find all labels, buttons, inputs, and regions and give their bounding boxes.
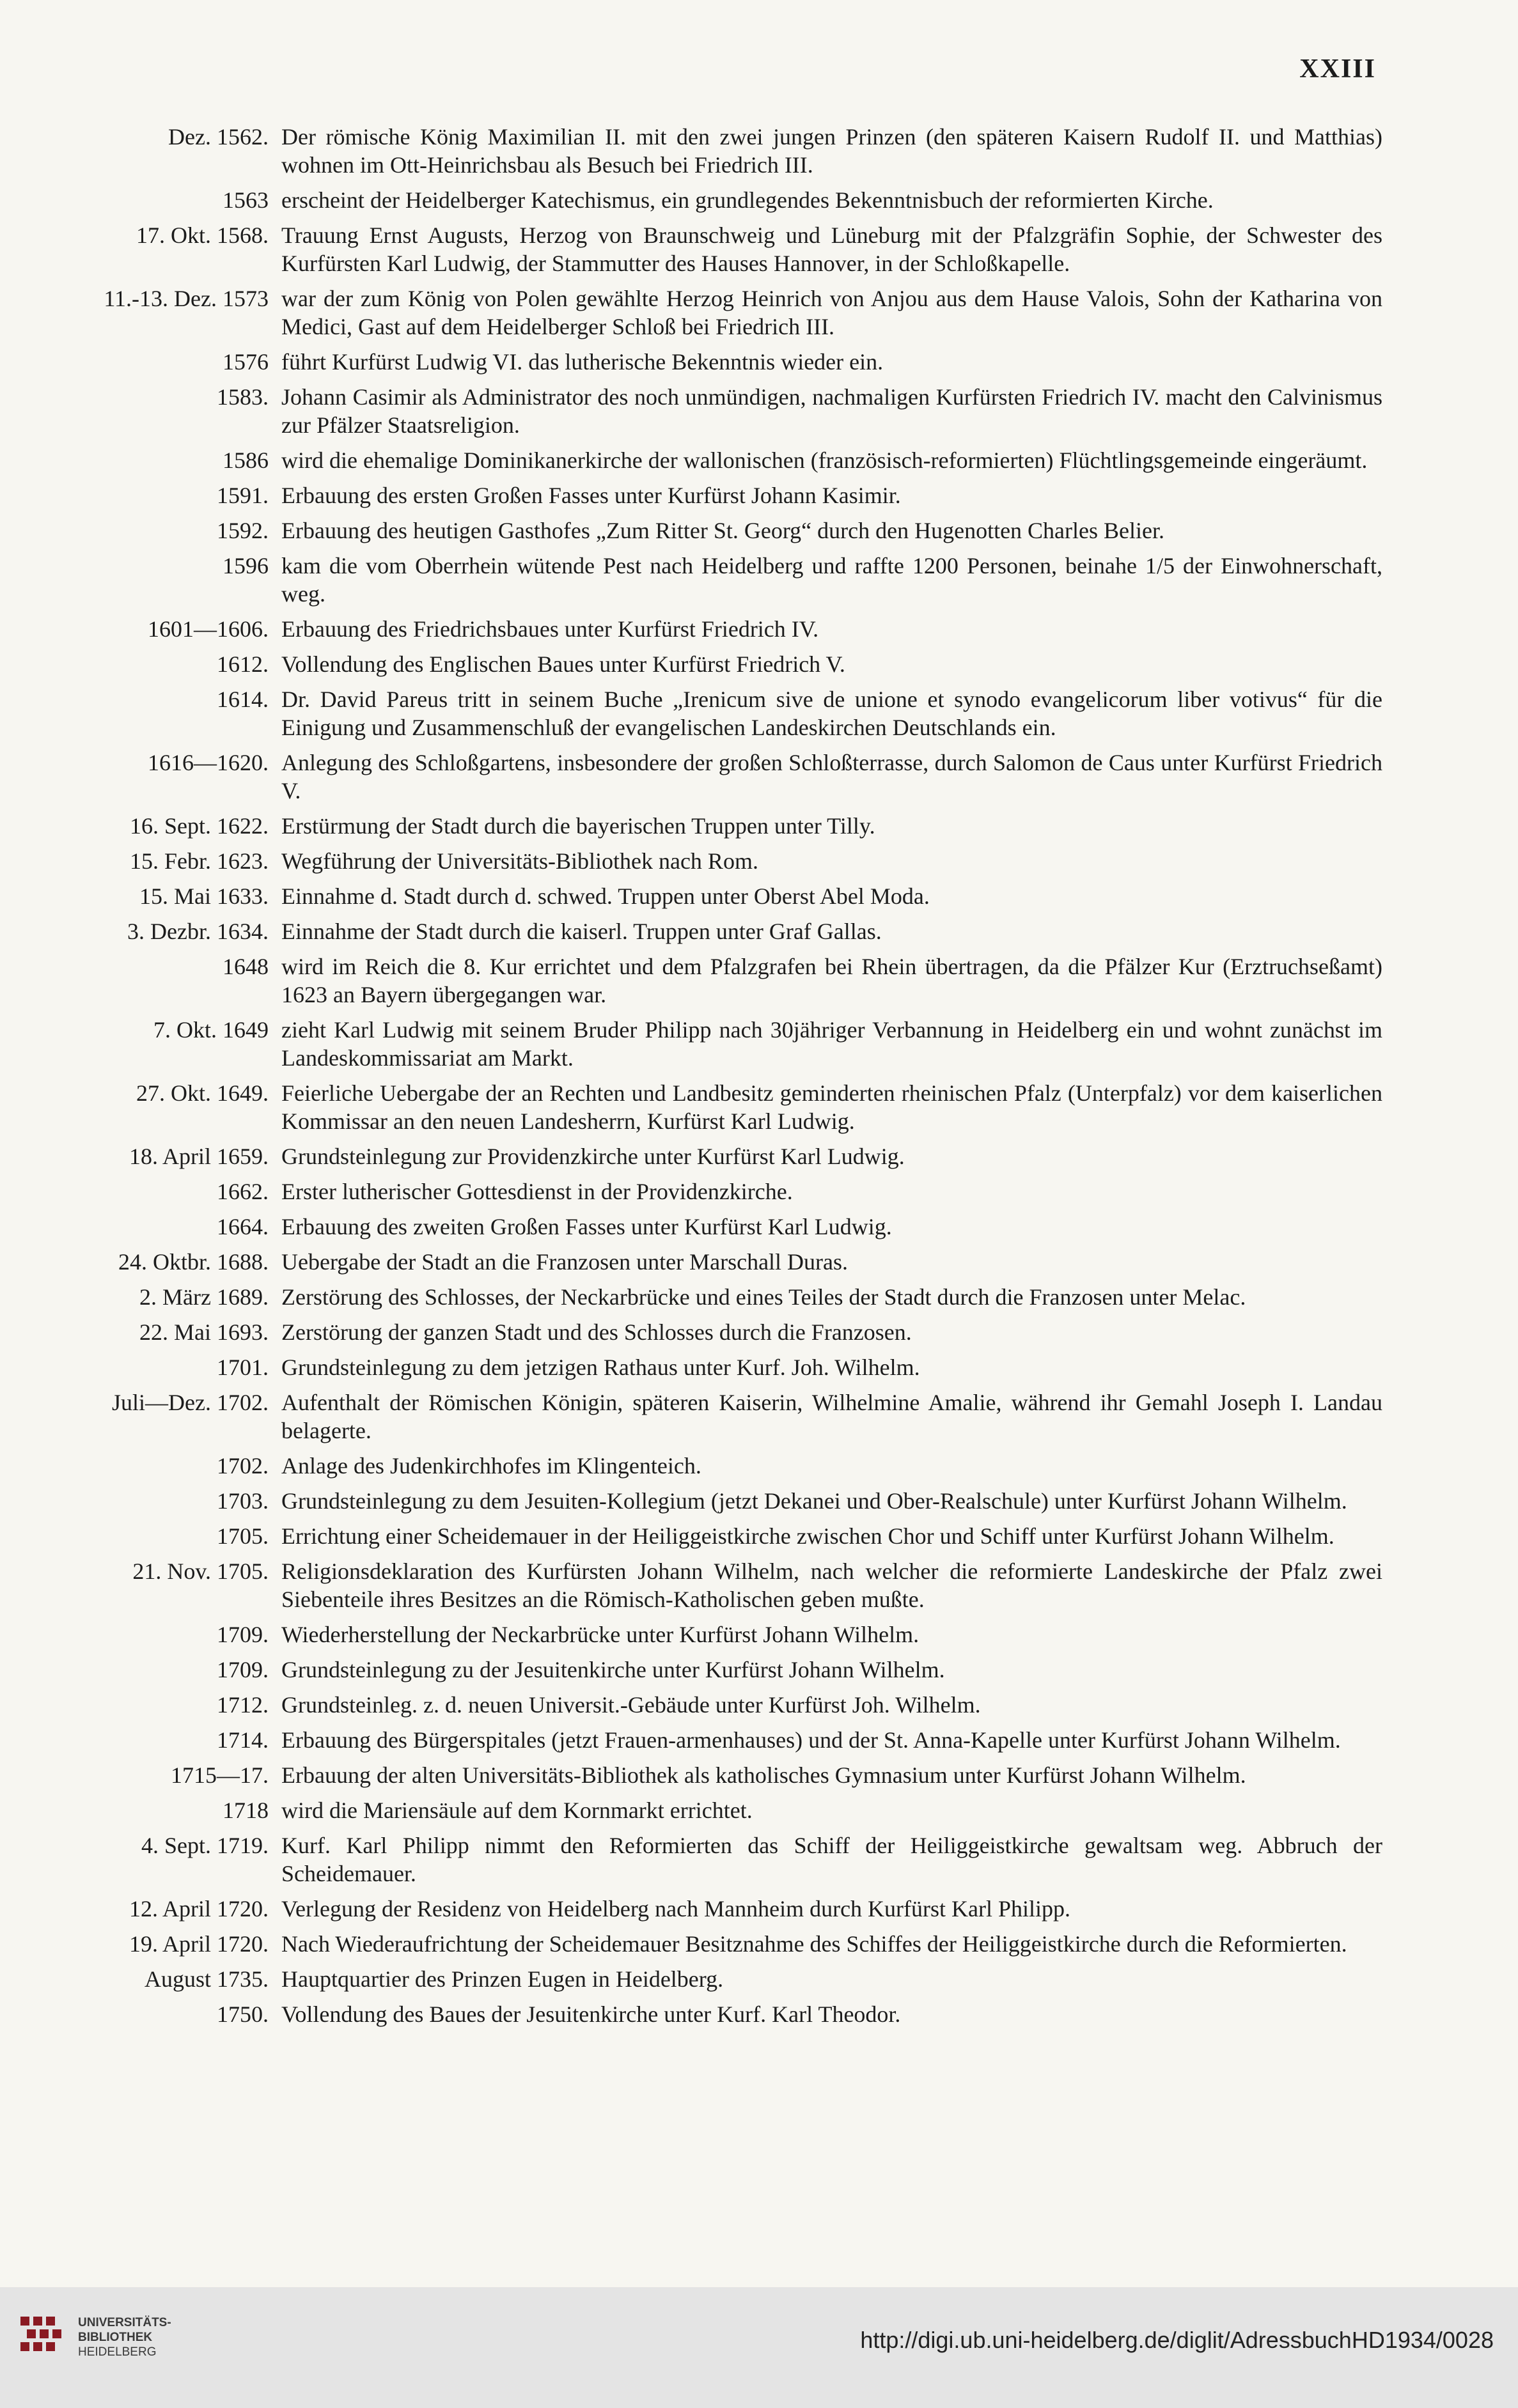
entry-text: Religionsdeklaration des Kurfürsten Johann Wilhelm, nach welcher die reformierte Landeskirche der Pfalz zwei Siebenteile ihres Besitzes an die Römisch-Katholischen geben mußte. [281, 1558, 1382, 1612]
entry-text: Einnahme d. Stadt durch d. schwed. Truppen unter Oberst Abel Moda. [281, 883, 930, 909]
entry-text: Erbauung des ersten Großen Fasses unter Kurfürst Johann Kasimir. [281, 483, 901, 508]
entry-text: Erbauung des zweiten Großen Fasses unter Kurfürst Karl Ludwig. [281, 1214, 892, 1239]
entry-date: 1702. [217, 1453, 269, 1479]
entry-text: Anlage des Judenkirchhofes im Klingenteich. [281, 1453, 701, 1479]
entry-date: 1664. [217, 1214, 269, 1239]
entry-text: Verlegung der Residenz von Heidelberg nach Mannheim durch Kurfürst Karl Philipp. [281, 1896, 1071, 1922]
entry-date: 22. Mai 1693. [139, 1319, 269, 1345]
chronology-entry [45, 847, 1382, 875]
source-url-link[interactable]: http://digi.ub.uni-heidelberg.de/diglit/AdressbuchHD1934/0028 [860, 2327, 1494, 2353]
entry-text: Nach Wiederaufrichtung der Scheidemauer Besitznahme des Schiffes der Heiliggeistkirche durch die Reformierten. [281, 1931, 1347, 1957]
entry-date: 1703. [217, 1488, 269, 1514]
entry-text: zieht Karl Ludwig mit seinem Bruder Philipp nach 30jähriger Verbannung in Heidelberg ein und wohnt zunächst im Landeskommissariat am Markt. [281, 1017, 1382, 1071]
entry-date: 19. April 1720. [129, 1931, 269, 1957]
chronology-entry [45, 517, 1382, 545]
chronology-entry [45, 1761, 1382, 1789]
chronology-entry [45, 1522, 1382, 1550]
chronology-entry [45, 1930, 1382, 1958]
entry-text: Dr. David Pareus tritt in seinem Buche „Irenicum sive de unione et synodo evangelicorum liber votivus“ für die Einigung und Zusammenschluß der evangelischen Landeskirchen Deutschlands ein. [281, 687, 1382, 740]
chronology-entry [45, 2000, 1382, 2028]
chronology-entry [45, 749, 1382, 805]
entry-text: Erbauung der alten Universitäts-Bibliothek als katholisches Gymnasium unter Kurfürst Johann Wilhelm. [281, 1762, 1246, 1788]
chronology-entry [45, 1796, 1382, 1824]
chronology-entry [45, 615, 1382, 643]
entry-date: 1715—17. [171, 1762, 269, 1788]
entry-date: 1614. [217, 687, 269, 712]
chronology-entry [45, 1213, 1382, 1241]
chronology-entry [45, 1142, 1382, 1170]
chronology-entry [45, 123, 1382, 179]
entry-date: 15. Febr. 1623. [129, 848, 269, 874]
chronology-entry [45, 284, 1382, 341]
entry-text: wird die ehemalige Dominikanerkirche der wallonischen (französisch-reformierten) Flüchtlingsgemeinde eingeräumt. [281, 447, 1368, 473]
chronology-entry [45, 1079, 1382, 1135]
entry-text: Aufenthalt der Römischen Königin, späteren Kaiserin, Wilhelmine Amalie, während ihr Gemahl Joseph I. Landau belagerte. [281, 1390, 1382, 1443]
library-logo[interactable] [17, 2313, 171, 2361]
entry-date: 24. Oktbr. 1688. [118, 1249, 269, 1275]
entry-date: 1750. [217, 2001, 269, 2027]
chronology-entry [45, 186, 1382, 214]
entry-date: 1586 [223, 447, 269, 473]
entry-text: Grundsteinlegung zur Providenzkirche unter Kurfürst Karl Ludwig. [281, 1144, 905, 1169]
entry-text: Wegführung der Universitäts-Bibliothek nach Rom. [281, 848, 758, 874]
entry-text: Vollendung des Englischen Baues unter Kurfürst Friedrich V. [281, 651, 845, 677]
entry-text: erscheint der Heidelberger Katechismus, ein grundlegendes Bekenntnisbuch der reformierten Kirche. [281, 187, 1214, 213]
entry-text: Vollendung des Baues der Jesuitenkirche unter Kurf. Karl Theodor. [281, 2001, 901, 2027]
entry-text: Erbauung des Bürgerspitales (jetzt Frauen-armenhauses) und der St. Anna-Kapelle unter Kurfürst Johann Wilhelm. [281, 1727, 1341, 1753]
chronology-entry [45, 917, 1382, 945]
entry-text: Erbauung des Friedrichsbaues unter Kurfürst Friedrich IV. [281, 616, 819, 642]
logo-line-3: HEIDELBERG [78, 2345, 157, 2359]
entry-date: 1592. [217, 518, 269, 543]
entry-date: Dez. 1562. [168, 124, 269, 150]
entry-date: 27. Okt. 1649. [136, 1080, 269, 1106]
entry-text: führt Kurfürst Ludwig VI. das lutherische Bekenntnis wieder ein. [281, 349, 884, 375]
chronology-entry [45, 1177, 1382, 1206]
entry-date: 1718 [223, 1798, 269, 1823]
entry-text: wird im Reich die 8. Kur errichtet und dem Pfalzgrafen bei Rhein übertragen, da die Pfälzer Kur (Erztruchseßamt) 1623 an Bayern übergegangen war. [281, 954, 1382, 1007]
entry-date: 1563 [223, 187, 269, 213]
entry-text: Grundsteinlegung zu dem Jesuiten-Kollegium (jetzt Dekanei und Ober-Realschule) unter Kurfürst Johann Wilhelm. [281, 1488, 1347, 1514]
entry-date: 1601—1606. [148, 616, 269, 642]
entry-date: Juli—Dez. 1702. [112, 1390, 269, 1415]
chronology-entry [45, 1487, 1382, 1515]
chronology-entry [45, 1388, 1382, 1445]
entry-date: 1709. [217, 1657, 269, 1682]
chronology-entry [45, 1557, 1382, 1613]
entry-text: Anlegung des Schloßgartens, insbesondere der großen Schloßterrasse, durch Salomon de Caus unter Kurfürst Friedrich V. [281, 750, 1382, 804]
entry-date: 15. Mai 1633. [139, 883, 269, 909]
entry-date: 1616—1620. [148, 750, 269, 775]
logo-line-2: BIBLIOTHEK [78, 2330, 153, 2344]
entry-date: 1596 [223, 553, 269, 579]
entry-date: 12. April 1720. [129, 1896, 269, 1922]
entry-text: Erstürmung der Stadt durch die bayerischen Truppen unter Tilly. [281, 813, 875, 839]
entry-date: 1648 [223, 954, 269, 979]
entry-text: Zerstörung des Schlosses, der Neckarbrücke und eines Teiles der Stadt durch die Franzosen unter Melac. [281, 1284, 1246, 1310]
chronology-entry [45, 1620, 1382, 1649]
entry-text: Errichtung einer Scheidemauer in der Heiliggeistkirche zwischen Chor und Schiff unter Kurfürst Johann Wilhelm. [281, 1523, 1334, 1549]
entry-text: wird die Mariensäule auf dem Kornmarkt errichtet. [281, 1798, 753, 1823]
chronology-entry [45, 446, 1382, 474]
entry-date: 17. Okt. 1568. [136, 222, 269, 248]
entry-date: 7. Okt. 1649 [153, 1017, 269, 1043]
entry-text: Grundsteinlegung zu der Jesuitenkirche unter Kurfürst Johann Wilhelm. [281, 1657, 945, 1682]
entry-text: Hauptquartier des Prinzen Eugen in Heidelberg. [281, 1966, 724, 1992]
entry-date: 11.-13. Dez. 1573 [104, 286, 269, 311]
entry-date: 1701. [217, 1355, 269, 1380]
entry-date: 3. Dezbr. 1634. [127, 919, 269, 944]
entry-date: 1583. [217, 384, 269, 410]
chronology-entry [45, 348, 1382, 376]
entry-text: Grundsteinleg. z. d. neuen Universit.-Gebäude unter Kurfürst Joh. Wilhelm. [281, 1692, 981, 1718]
entry-date: 2. März 1689. [139, 1284, 269, 1310]
entry-date: 16. Sept. 1622. [129, 813, 269, 839]
entry-date: 1709. [217, 1622, 269, 1647]
entry-text: Der römische König Maximilian II. mit den zwei jungen Prinzen (den späteren Kaisern Rudolf II. und Matthias) wohnen im Ott-Heinrichsbau als Besuch bei Friedrich III. [281, 124, 1382, 178]
entry-text: Kurf. Karl Philipp nimmt den Reformierten das Schiff der Heiliggeistkirche gewaltsam weg. Abbruch der Scheidemauer. [281, 1833, 1382, 1886]
chronology-entry [45, 1248, 1382, 1276]
chronology-entry [45, 1452, 1382, 1480]
entry-date: 1612. [217, 651, 269, 677]
chronology-entry [45, 1016, 1382, 1072]
chronology-entry [45, 221, 1382, 277]
entry-text: Wiederherstellung der Neckarbrücke unter Kurfürst Johann Wilhelm. [281, 1622, 919, 1647]
entry-text: Feierliche Uebergabe der an Rechten und Landbesitz geminderten rheinischen Pfalz (Unterpfalz) vor dem kaiserlichen Kommissar an den neuen Landesherrn, Kurfürst Karl Ludwig. [281, 1080, 1382, 1134]
entry-text: kam die vom Oberrhein wütende Pest nach Heidelberg und raffte 1200 Personen, beinahe 1/5 der Einwohnerschaft, weg. [281, 553, 1382, 607]
entry-date: 1714. [217, 1727, 269, 1753]
entry-date: 4. Sept. 1719. [141, 1833, 269, 1858]
entry-date: 1712. [217, 1692, 269, 1718]
chronology-entry [45, 1691, 1382, 1719]
chronology-entry [45, 383, 1382, 439]
chronology-entry [45, 1656, 1382, 1684]
chronology-entry [45, 1895, 1382, 1923]
page-number: XXIII [1299, 54, 1376, 84]
library-logo-icon [17, 2313, 65, 2361]
logo-line-1: UNIVERSITÄTS- [78, 2315, 171, 2329]
entry-text: Einnahme der Stadt durch die kaiserl. Truppen unter Graf Gallas. [281, 919, 882, 944]
chronology-entry [45, 650, 1382, 678]
entry-text: Uebergabe der Stadt an die Franzosen unter Marschall Duras. [281, 1249, 849, 1275]
chronology-entry [45, 952, 1382, 1009]
entry-text: Grundsteinlegung zu dem jetzigen Rathaus unter Kurf. Joh. Wilhelm. [281, 1355, 920, 1380]
entry-date: August 1735. [144, 1966, 269, 1992]
chronology-list [45, 123, 1382, 2035]
chronology-entry [45, 1726, 1382, 1754]
entry-text: Erster lutherischer Gottesdienst in der Providenzkirche. [281, 1179, 793, 1204]
entry-date: 18. April 1659. [129, 1144, 269, 1169]
chronology-entry [45, 685, 1382, 742]
entry-text: Trauung Ernst Augusts, Herzog von Braunschweig und Lüneburg mit der Pfalzgräfin Sophie, der Schwester des Kurfürsten Karl Ludwig, der Stammutter des Hauses Hannover, in der Schloßkapelle. [281, 222, 1382, 276]
chronology-entry [45, 882, 1382, 910]
entry-date: 1705. [217, 1523, 269, 1549]
entry-text: Erbauung des heutigen Gasthofes „Zum Ritter St. Georg“ durch den Hugenotten Charles Belier. [281, 518, 1164, 543]
chronology-entry [45, 552, 1382, 608]
entry-text: Johann Casimir als Administrator des noch unmündigen, nachmaligen Kurfürsten Friedrich IV. macht den Calvinismus zur Pfälzer Staatsreligion. [281, 384, 1382, 438]
chronology-entry [45, 1318, 1382, 1346]
entry-text: war der zum König von Polen gewählte Herzog Heinrich von Anjou aus dem Hause Valois, Sohn der Katharina von Medici, Gast auf dem Heidelberger Schloß bei Friedrich III. [281, 286, 1382, 339]
entry-text: Zerstörung der ganzen Stadt und des Schlosses durch die Franzosen. [281, 1319, 912, 1345]
chronology-entry [45, 812, 1382, 840]
chronology-entry [45, 1353, 1382, 1381]
chronology-entry [45, 1965, 1382, 1993]
entry-date: 21. Nov. 1705. [132, 1558, 269, 1584]
entry-date: 1662. [217, 1179, 269, 1204]
chronology-entry [45, 1831, 1382, 1888]
chronology-entry [45, 481, 1382, 509]
chronology-entry [45, 1283, 1382, 1311]
footer-bar [0, 2287, 1518, 2408]
entry-date: 1591. [217, 483, 269, 508]
entry-date: 1576 [223, 349, 269, 375]
